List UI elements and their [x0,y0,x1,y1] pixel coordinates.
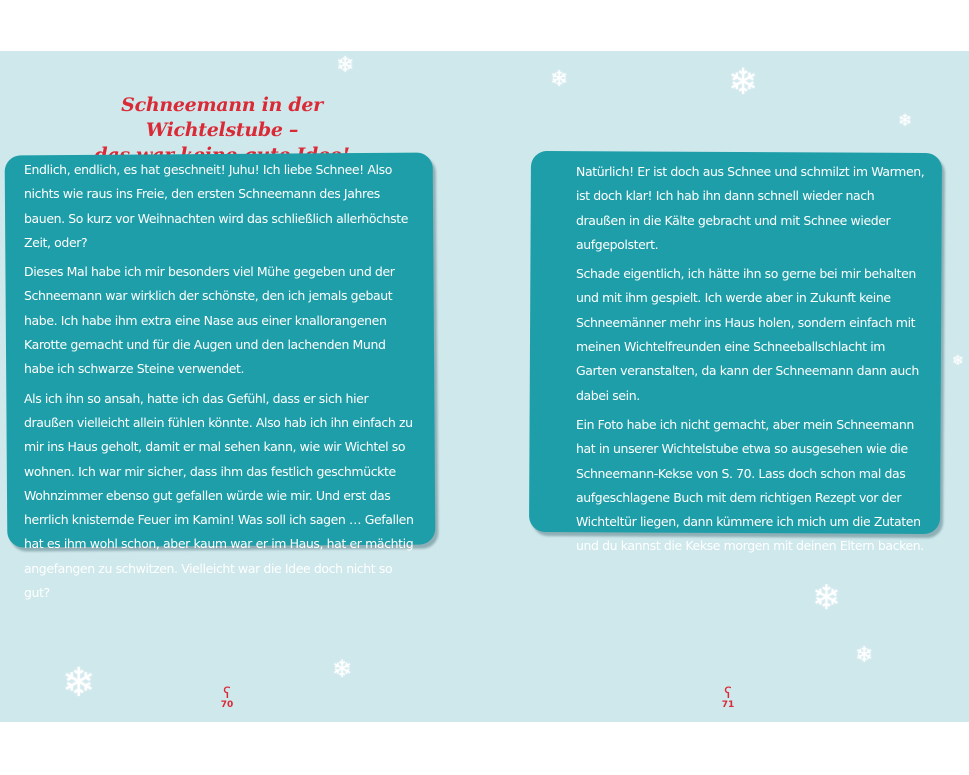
snowflake-icon: ❄ [898,111,913,131]
page-number-value: 70 [220,700,234,710]
story-text-left [24,158,416,610]
elf-hat-icon: ʕ [724,684,732,702]
paragraph: Schade eigentlich, ich hätte ihn so gerne bei mir behalten und mit ihm gespielt. Ich werde aber in Zukunft keine Schneemänner mehr ins Haus holen, sondern einfach mit meinen Wichtelfreunden eine Schneeballschlacht im Garten veranstalten, da kann der Schneemann dann auch dabei sein. [576,266,919,403]
page-number-value: 71 [721,700,735,710]
snowflake-icon: ❄ [62,660,96,706]
page-number-left [212,686,242,710]
book-spread [0,51,969,722]
paragraph: Als ich ihn so ansah, hatte ich das Gefühl, dass er sich hier draußen vielleicht allein fühlen könnte. Also hab ich ihn einfach zu mir ins Haus geholt, damit er mal sehen kann, wie wir Wichtel so wohnen. Ich war mir sicher, dass ihm das festlich geschmückte Wohnzimmer ebenso gut gefallen würde wie mir. Und erst das herrlich knisternde Feuer im Kamin! Was soll ich sagen … Gefallen hat es ihm wohl schon, aber kaum war er im Haus, hat er mächtig angefangen zu schwitzen. Vielleicht war die Idee doch nicht so gut? [24,390,414,601]
snowflake-icon: ❄ [332,655,353,683]
snowflake-icon: ❄ [728,62,759,103]
snowflake-icon: ❄ [550,67,569,92]
snowflake-icon: ❄ [812,578,841,618]
paragraph: Endlich, endlich, es hat geschneit! Juhu! Ich liebe Schnee! Also nichts wie raus ins Freie, den ersten Schneemann des Jahres bauen. So kurz vor Weihnachten wird das schließlich allerhöchste Zeit, oder? [24,162,409,250]
snowflake-icon: ❄ [855,643,874,668]
snowflake-icon: ❄ [952,353,964,369]
title-line-1: Schneemann in der Wichtelstube – [121,94,323,141]
story-text-right [576,160,926,564]
elf-hat-icon: ʕ [223,684,231,702]
paragraph: Ein Foto habe ich nicht gemacht, aber mein Schneemann hat in unserer Wichtelstube etwa so ausgesehen wie die Schneemann-Kekse von S. 70. Lass doch schon mal das aufgeschlagene Buch mit dem richtigen Rezept vor der Wichteltür liegen, dann kümmere ich mich um die Zutaten und du kannst die Kekse morgen mit deinen Eltern backen. [576,416,924,554]
page-number-right [713,686,743,710]
paragraph: Dieses Mal habe ich mir besonders viel Mühe gegeben und der Schneemann war wirklich der schönste, den ich jemals gebaut habe. Ich habe ihm extra eine Nase aus einer knallorangenen Karotte gemacht und für die Augen und den lachenden Mund habe ich schwarze Steine verwendet. [24,264,395,377]
paragraph: Natürlich! Er ist doch aus Schnee und schmilzt im Warmen, ist doch klar! Ich hab ihn dann schnell wieder nach draußen in die Kälte gebracht und mit Schnee wieder aufgepolstert. [576,164,925,252]
snowflake-icon: ❄ [336,53,355,78]
